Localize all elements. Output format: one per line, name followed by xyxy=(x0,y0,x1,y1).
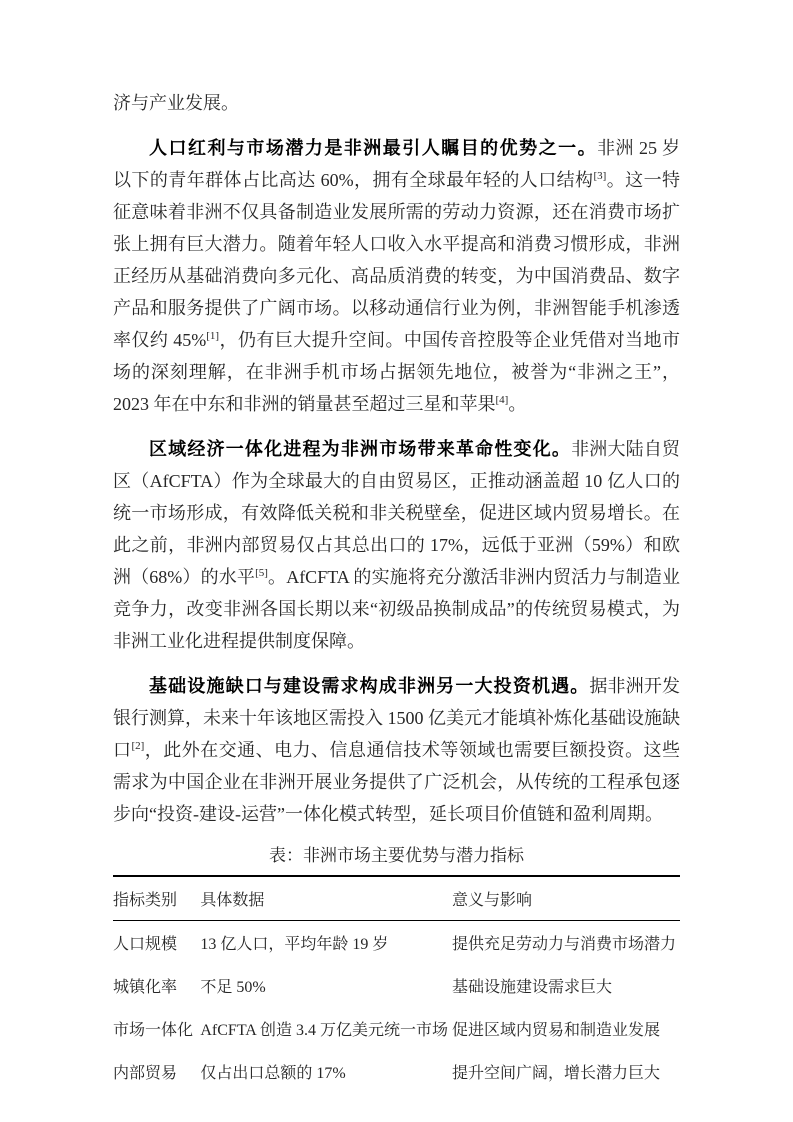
body-text: 据非洲开发银行测算，未来十年该地区需投入 1500 亿美元才能填补炼化基础设施缺口 xyxy=(113,676,680,760)
table-header-cell-data: 具体数据 xyxy=(200,876,452,921)
table-cell: AfCFTA 创造 3.4 万亿美元统一市场 xyxy=(200,1022,448,1039)
table-cell: 市场一体化 xyxy=(113,1022,194,1039)
table-cell: 城镇化率 xyxy=(113,979,178,996)
table-row xyxy=(113,1050,680,1093)
table-cell: 基础设施建设需求巨大 xyxy=(451,979,612,996)
body-text: ，仍有巨大提升空间。中国传音控股等企业凭借对当地市场的深刻理解，在非洲手机市场占据领先地位，被誉为“非洲之王”，2023 年在中东和非洲的销量甚至超过三星和苹果 xyxy=(113,330,680,414)
table-row xyxy=(113,921,680,965)
footnote-reference: [5] xyxy=(255,567,268,579)
body-text: ，此外在交通、电力、信息通信技术等领域也需要巨额投资。这些需求为中国企业在非洲开展业务提供了广泛机会，从传统的工程承包逐步向“投资-建设-运营”一体化模式转型，延长项目价值链和盈利周期。 xyxy=(113,740,681,824)
paragraph-integration xyxy=(113,433,680,657)
table-cell: 提升空间广阔，增长潜力巨大 xyxy=(451,1065,660,1082)
bold-lead-text: 人口红利与市场潜力是非洲最引人瞩目的优势之一。 xyxy=(149,138,598,158)
body-text: 济与产业发展。 xyxy=(113,93,239,113)
table-cell: 仅占出口总额的 17% xyxy=(200,1065,346,1082)
footnote-reference: [2] xyxy=(131,740,145,752)
footnote-reference: [4] xyxy=(495,394,509,406)
table-cell: 提供充足劳动力与消费市场潜力 xyxy=(451,936,676,953)
bold-lead-text: 基础设施缺口与建设需求构成非洲另一大投资机遇。 xyxy=(149,676,590,696)
table-header-cell-category: 指标类别 xyxy=(113,876,200,921)
table-header-cell-impact: 意义与影响 xyxy=(452,876,680,921)
footnote-reference: [1] xyxy=(206,330,220,342)
table-caption: 表：非洲市场主要优势与潜力指标 xyxy=(269,846,524,865)
paragraph-demographics xyxy=(113,132,680,420)
table-row xyxy=(113,1007,680,1050)
table-cell: 人口规模 xyxy=(113,936,178,953)
table-header-row xyxy=(113,876,680,921)
paragraph-infrastructure xyxy=(113,670,680,830)
body-text: 。这一特征意味着非洲不仅具备制造业发展所需的劳动力资源，还在消费市场扩张上拥有巨大潜力。随着年轻人口收入水平提高和消费习惯形成，非洲正经历从基础消费向多元化、高品质消费的转变，为中国消费品、数字产品和服务提供了广阔市场。以移动通信行业为例，非洲智能手机渗透率仅约 45% xyxy=(113,170,681,350)
table-cell: 内部贸易 xyxy=(113,1065,178,1082)
table-row xyxy=(113,964,680,1007)
body-text: 。 xyxy=(508,394,527,414)
footnote-reference: [3] xyxy=(593,170,607,182)
bold-lead-text: 区域经济一体化进程为非洲市场带来革命性变化。 xyxy=(149,439,572,459)
body-text: 非洲 25 岁以下的青年群体占比高达 60%，拥有全球最年轻的人口结构 xyxy=(113,138,681,190)
table-cell: 13 亿人口，平均年龄 19 岁 xyxy=(200,936,389,953)
paragraph-continuation xyxy=(113,87,680,119)
body-text: 。AfCFTA 的实施将充分激活非洲内贸活力与制造业竞争力，改变非洲各国长期以来“初级品换制成品”的传统贸易模式，为非洲工业化进程提供制度保障。 xyxy=(113,567,680,651)
body-text: 非洲大陆自贸区（AfCFTA）作为全球最大的自由贸易区，正推动涵盖超 10 亿人口的统一市场形成，有效降低关税和非关税壁垒，促进区域内贸易增长。在此之前，非洲内部贸易仅占其总出口的 17%，远低于亚洲（59%）和欧洲（68%）的水平 xyxy=(113,439,681,587)
table-cell: 促进区域内贸易和制造业发展 xyxy=(451,1022,660,1039)
indicators-table xyxy=(113,875,680,1093)
table-cell: 不足 50% xyxy=(200,979,266,996)
